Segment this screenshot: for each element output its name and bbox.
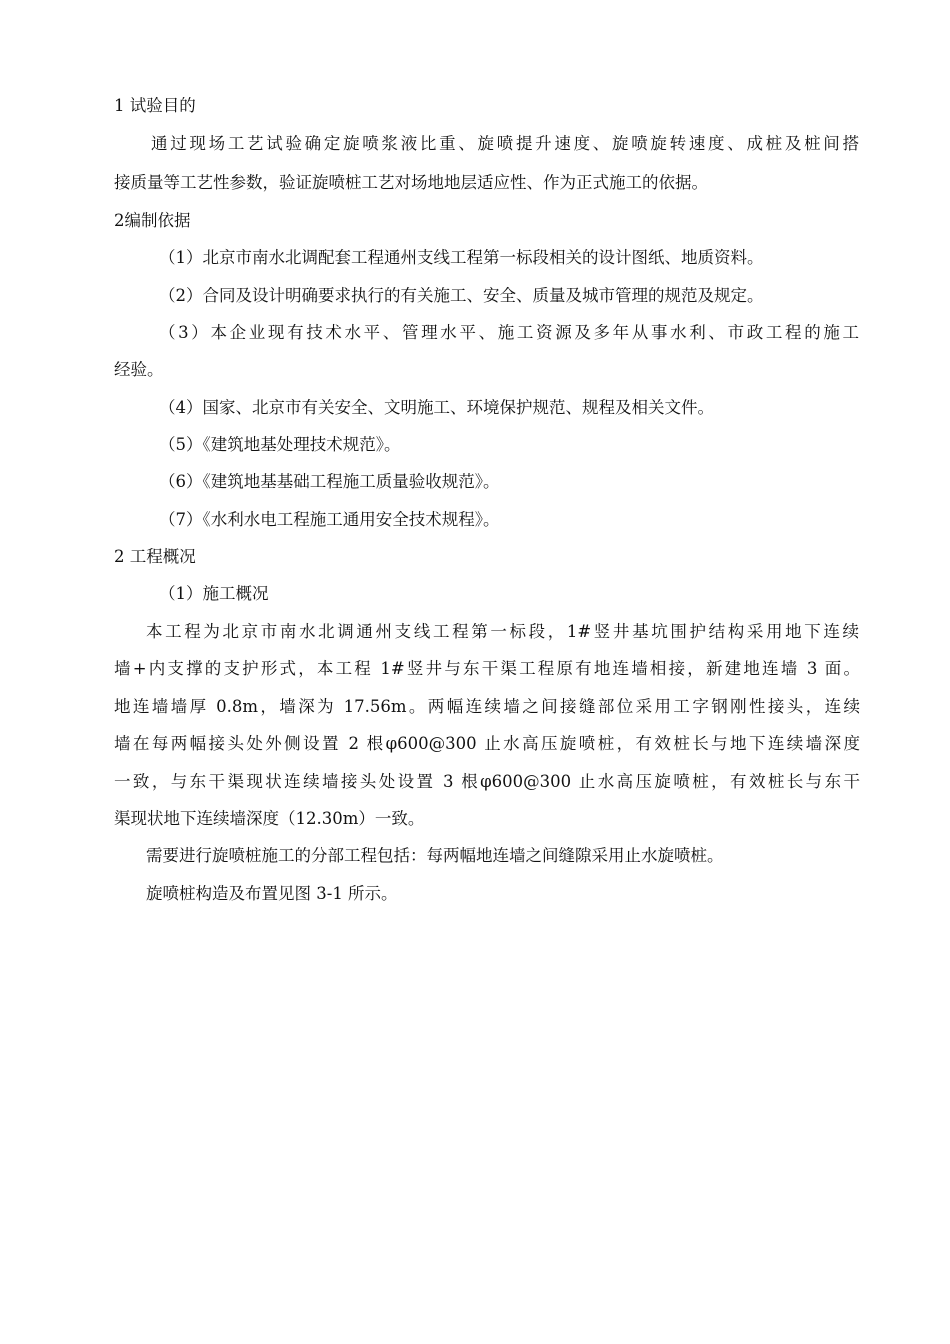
section-1-heading: 1 试验目的 — [114, 96, 196, 115]
basis-item-5: （5）《建筑地基处理技术规范》。 — [159, 435, 401, 454]
overview-paragraph-2: 需要进行旋喷桩施工的分部工程包括：每两幅地连墙之间缝隙采用止水旋喷桩。 — [146, 846, 724, 865]
overview-line-6: 渠现状地下连续墙深度（12.30m）一致。 — [114, 809, 425, 828]
overview-line-5: 一致，与东干渠现状连续墙接头处设置 3 根φ600@300 止水高压旋喷桩，有效桩长与东干 — [114, 772, 860, 791]
section-1-paragraph-line-1: 通过现场工艺试验确定旋喷浆液比重、旋喷提升速度、旋喷旋转速度、成桩及桩间搭 — [151, 134, 859, 153]
overview-paragraph-3: 旋喷桩构造及布置见图 3-1 所示。 — [146, 884, 398, 903]
section-3-subheading: （1）施工概况 — [159, 584, 269, 603]
basis-item-2: （2）合同及设计明确要求执行的有关施工、安全、质量及城市管理的规范及规定。 — [159, 286, 764, 305]
section-3-heading: 2 工程概况 — [114, 547, 196, 566]
basis-item-1: （1）北京市南水北调配套工程通州支线工程第一标段相关的设计图纸、地质资料。 — [159, 248, 764, 267]
basis-item-3: （3）本企业现有技术水平、管理水平、施工资源及多年从事水利、市政工程的施工 — [159, 323, 859, 342]
basis-item-7: （7）《水利水电工程施工通用安全技术规程》。 — [159, 510, 500, 529]
section-2-heading: 2编制依据 — [114, 211, 191, 230]
overview-line-2: 墙+内支撑的支护形式，本工程 1#竖井与东干渠工程原有地连墙相接，新建地连墙 3 面。 — [114, 659, 860, 678]
overview-line-4: 墙在每两幅接头处外侧设置 2 根φ600@300 止水高压旋喷桩，有效桩长与地下连续墙深度 — [114, 734, 860, 753]
overview-line-3: 地连墙墙厚 0.8m，墙深为 17.56m。两幅连续墙之间接缝部位采用工字钢刚性接头，连续 — [114, 697, 860, 716]
basis-item-3-continuation: 经验。 — [114, 360, 164, 379]
basis-item-4: （4）国家、北京市有关安全、文明施工、环境保护规范、规程及相关文件。 — [159, 398, 714, 417]
section-1-paragraph-line-2: 接质量等工艺性参数，验证旋喷桩工艺对场地地层适应性、作为正式施工的依据。 — [114, 173, 708, 192]
basis-item-6: （6）《建筑地基基础工程施工质量验收规范》。 — [159, 472, 500, 491]
overview-line-1: 本工程为北京市南水北调通州支线工程第一标段，1#竖井基坑围护结构采用地下连续 — [146, 622, 859, 641]
